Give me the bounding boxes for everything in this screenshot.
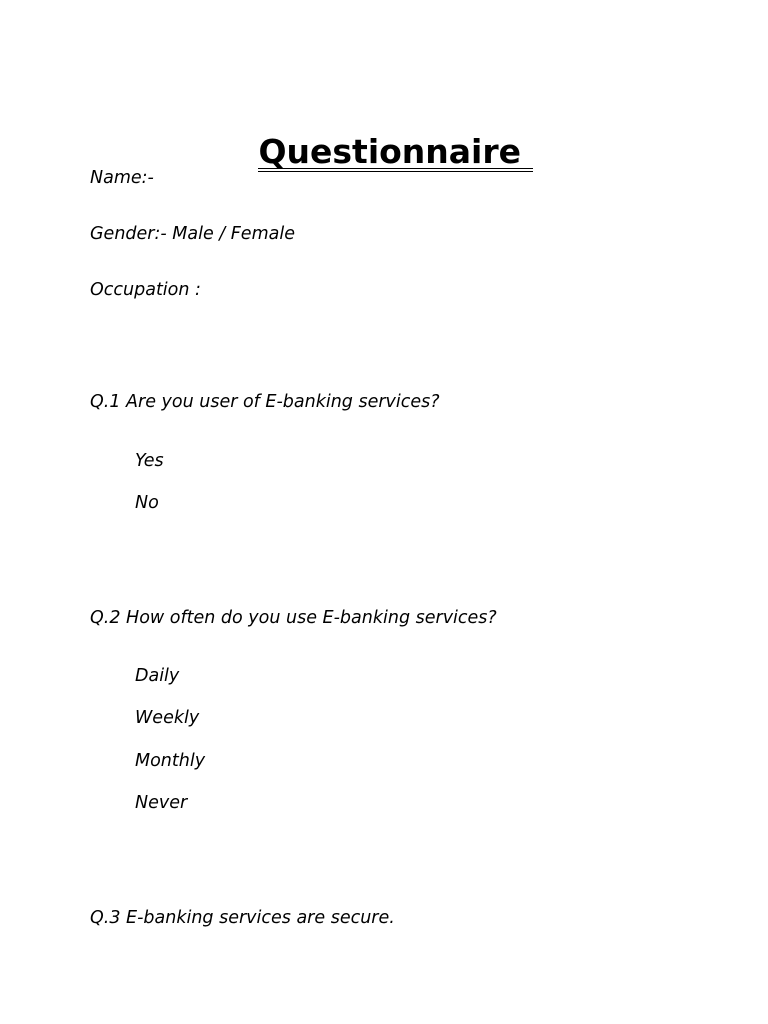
gender-field-label: Gender:- Male / Female — [90, 224, 295, 244]
question-2-option-weekly: Weekly — [135, 708, 200, 728]
question-1: Q.1 Are you user of E-banking services? — [90, 392, 440, 412]
question-3: Q.3 E-banking services are secure. — [90, 908, 395, 928]
question-2-option-daily: Daily — [135, 666, 180, 686]
page-title-text: Questionnaire — [258, 132, 533, 171]
question-1-option-yes: Yes — [135, 451, 164, 471]
question-2-option-never: Never — [135, 793, 188, 813]
question-2: Q.2 How often do you use E-banking services? — [90, 608, 497, 628]
page-title — [0, 92, 768, 172]
name-field-label: Name:- — [90, 168, 154, 188]
occupation-field-label: Occupation : — [90, 280, 201, 300]
question-1-option-no: No — [135, 493, 159, 513]
question-2-option-monthly: Monthly — [135, 751, 206, 771]
